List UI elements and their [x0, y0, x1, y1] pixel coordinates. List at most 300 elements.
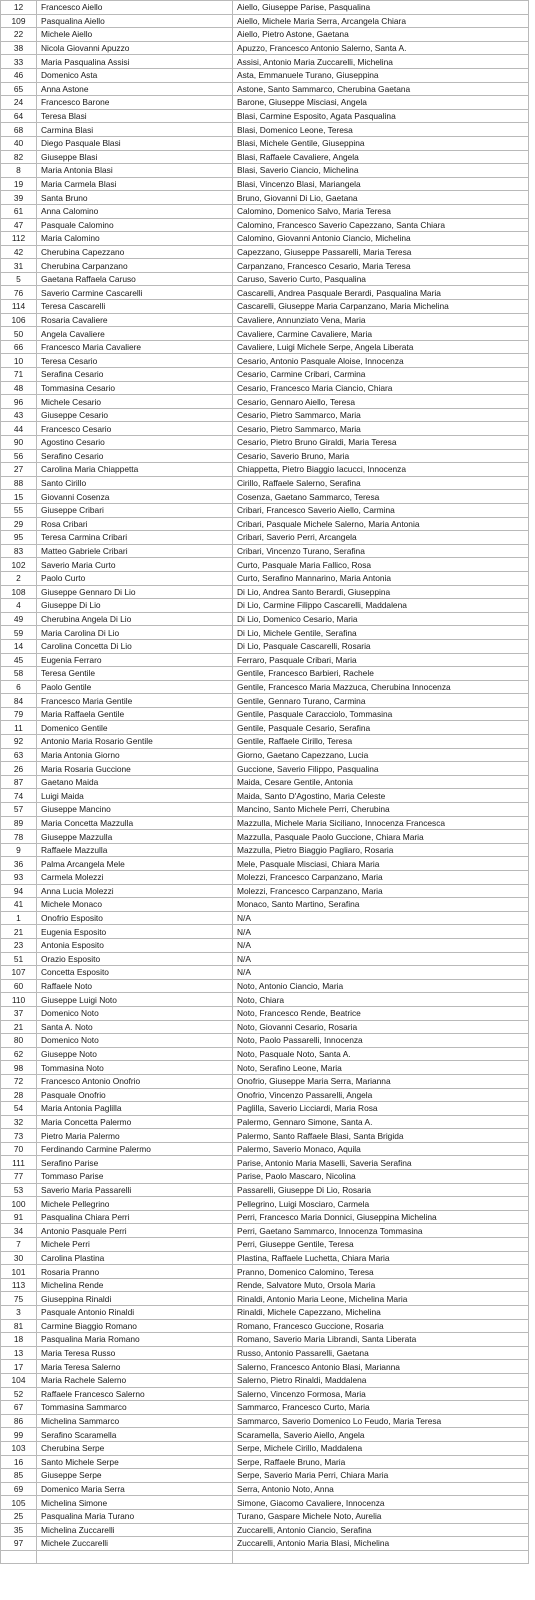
- record-number-cell: 2: [1, 571, 37, 585]
- parents-cell: Blasi, Carmine Esposito, Agata Pasqualina: [233, 109, 529, 123]
- parents-cell: Cavaliere, Carmine Cavaliere, Maria: [233, 327, 529, 341]
- parents-cell: Cirillo, Raffaele Salerno, Serafina: [233, 476, 529, 490]
- person-name-cell: Francesco Maria Cavaliere: [37, 340, 233, 354]
- table-row: [1, 1306, 529, 1320]
- parents-cell: N/A: [233, 966, 529, 980]
- parents-cell: Maida, Santo D'Agostino, Maria Celeste: [233, 789, 529, 803]
- parents-cell: Di Lio, Michele Gentile, Serafina: [233, 626, 529, 640]
- person-name-cell: Domenico Noto: [37, 1006, 233, 1020]
- record-number-cell: 26: [1, 762, 37, 776]
- person-name-cell: Carmina Blasi: [37, 123, 233, 137]
- person-name-cell: Orazio Esposito: [37, 952, 233, 966]
- parents-cell: N/A: [233, 952, 529, 966]
- table-row: [1, 558, 529, 572]
- records-table-body: [1, 1, 529, 1564]
- parents-cell: Noto, Serafino Leone, Maria: [233, 1061, 529, 1075]
- parents-cell: Chiappetta, Pietro Biaggio Iacucci, Innocenza: [233, 463, 529, 477]
- table-row: [1, 762, 529, 776]
- record-number-cell: 93: [1, 871, 37, 885]
- person-name-cell: Rosaria Pranno: [37, 1265, 233, 1279]
- person-name-cell: Maria Antonia Blasi: [37, 164, 233, 178]
- record-number-cell: 47: [1, 218, 37, 232]
- person-name-cell: Pasquale Onofrio: [37, 1088, 233, 1102]
- person-name-cell: Antonio Pasquale Perri: [37, 1224, 233, 1238]
- record-number-cell: 67: [1, 1401, 37, 1415]
- record-number-cell: 33: [1, 55, 37, 69]
- parents-cell: Salerno, Pietro Rinaldi, Maddalena: [233, 1373, 529, 1387]
- table-row: [1, 327, 529, 341]
- person-name-cell: Maria Rosaria Guccione: [37, 762, 233, 776]
- record-number-cell: 13: [1, 1346, 37, 1360]
- record-number-cell: 56: [1, 449, 37, 463]
- person-name-cell: Carmela Molezzi: [37, 871, 233, 885]
- parents-cell: Onofrio, Vincenzo Passarelli, Angela: [233, 1088, 529, 1102]
- person-name-cell: Giuseppe Gennaro Di Lio: [37, 585, 233, 599]
- table-row: [1, 449, 529, 463]
- parents-cell: Di Lio, Andrea Santo Berardi, Giuseppina: [233, 585, 529, 599]
- record-number-cell: 112: [1, 232, 37, 246]
- table-row: [1, 191, 529, 205]
- record-number-cell: 73: [1, 1129, 37, 1143]
- parents-cell: Perri, Giuseppe Gentile, Teresa: [233, 1238, 529, 1252]
- record-number-cell: 65: [1, 82, 37, 96]
- table-row: [1, 1238, 529, 1252]
- table-row: [1, 1020, 529, 1034]
- table-row: [1, 436, 529, 450]
- table-row: [1, 1401, 529, 1415]
- table-row: [1, 830, 529, 844]
- parents-cell: Salerno, Francesco Antonio Blasi, Marianna: [233, 1360, 529, 1374]
- table-row: [1, 843, 529, 857]
- record-number-cell: 4: [1, 599, 37, 613]
- person-name-cell: Teresa Cascarelli: [37, 300, 233, 314]
- parents-cell: Mele, Pasquale Misciasi, Chiara Maria: [233, 857, 529, 871]
- table-row: [1, 1496, 529, 1510]
- table-row: [1, 218, 529, 232]
- parents-cell: Barone, Giuseppe Misciasi, Angela: [233, 96, 529, 110]
- table-row: [1, 653, 529, 667]
- record-number-cell: 94: [1, 884, 37, 898]
- table-row: [1, 1210, 529, 1224]
- person-name-cell: Paolo Curto: [37, 571, 233, 585]
- table-row: [1, 408, 529, 422]
- table-row: [1, 1441, 529, 1455]
- person-name-cell: Pasqualina Maria Turano: [37, 1509, 233, 1523]
- table-row: [1, 748, 529, 762]
- record-number-cell: 22: [1, 28, 37, 42]
- table-row: [1, 1509, 529, 1523]
- parents-cell: Rinaldi, Antonio Maria Leone, Michelina Maria: [233, 1292, 529, 1306]
- parents-cell: Noto, Giovanni Cesario, Rosaria: [233, 1020, 529, 1034]
- parents-cell: Cribari, Vincenzo Turano, Serafina: [233, 544, 529, 558]
- parents-cell: Noto, Francesco Rende, Beatrice: [233, 1006, 529, 1020]
- person-name-cell: Maria Calomino: [37, 232, 233, 246]
- parents-cell: Serpe, Saverio Maria Perri, Chiara Maria: [233, 1469, 529, 1483]
- table-row: [1, 82, 529, 96]
- record-number-cell: 71: [1, 368, 37, 382]
- record-number-cell: 11: [1, 721, 37, 735]
- parents-cell: Cribari, Pasquale Michele Salerno, Maria Antonia: [233, 517, 529, 531]
- person-name-cell: Nicola Giovanni Apuzzo: [37, 41, 233, 55]
- person-name-cell: [37, 1550, 233, 1564]
- table-row: [1, 1523, 529, 1537]
- person-name-cell: Teresa Carmina Cribari: [37, 531, 233, 545]
- parents-cell: Simone, Giacomo Cavaliere, Innocenza: [233, 1496, 529, 1510]
- person-name-cell: Giuseppe Cesario: [37, 408, 233, 422]
- person-name-cell: Francesco Barone: [37, 96, 233, 110]
- parents-cell: Blasi, Raffaele Cavaliere, Angela: [233, 150, 529, 164]
- person-name-cell: Serafina Cesario: [37, 368, 233, 382]
- table-row: [1, 1537, 529, 1551]
- parents-cell: Scaramella, Saverio Aiello, Angela: [233, 1428, 529, 1442]
- parents-cell: N/A: [233, 938, 529, 952]
- table-row: [1, 911, 529, 925]
- record-number-cell: 63: [1, 748, 37, 762]
- person-name-cell: Concetta Esposito: [37, 966, 233, 980]
- person-name-cell: Pietro Maria Palermo: [37, 1129, 233, 1143]
- person-name-cell: Raffaele Mazzulla: [37, 843, 233, 857]
- table-row: [1, 164, 529, 178]
- record-number-cell: 51: [1, 952, 37, 966]
- parents-cell: Palermo, Saverio Monaco, Aquila: [233, 1142, 529, 1156]
- record-number-cell: 27: [1, 463, 37, 477]
- person-name-cell: Tommasina Noto: [37, 1061, 233, 1075]
- parents-cell: Noto, Paolo Passarelli, Innocenza: [233, 1034, 529, 1048]
- record-number-cell: 12: [1, 1, 37, 15]
- record-number-cell: 103: [1, 1441, 37, 1455]
- record-number-cell: 23: [1, 938, 37, 952]
- record-number-cell: 99: [1, 1428, 37, 1442]
- table-row: [1, 1129, 529, 1143]
- person-name-cell: Rosaria Cavaliere: [37, 313, 233, 327]
- parents-cell: Parise, Antonio Maria Maselli, Saveria Serafina: [233, 1156, 529, 1170]
- record-number-cell: 59: [1, 626, 37, 640]
- parents-cell: Blasi, Domenico Leone, Teresa: [233, 123, 529, 137]
- person-name-cell: Tommasina Cesario: [37, 381, 233, 395]
- table-row: [1, 938, 529, 952]
- person-name-cell: Ferdinando Carmine Palermo: [37, 1142, 233, 1156]
- parents-cell: Paglilla, Saverio Licciardi, Maria Rosa: [233, 1102, 529, 1116]
- table-row: [1, 68, 529, 82]
- person-name-cell: Carmine Biaggio Romano: [37, 1319, 233, 1333]
- parents-cell: Rinaldi, Michele Capezzano, Michelina: [233, 1306, 529, 1320]
- parents-cell: Cosenza, Gaetano Sammarco, Teresa: [233, 490, 529, 504]
- table-row: [1, 966, 529, 980]
- person-name-cell: Eugenia Ferraro: [37, 653, 233, 667]
- parents-cell: Mazzulla, Pasquale Paolo Guccione, Chiara Maria: [233, 830, 529, 844]
- person-name-cell: Raffaele Francesco Salerno: [37, 1387, 233, 1401]
- record-number-cell: 57: [1, 803, 37, 817]
- record-number-cell: 84: [1, 694, 37, 708]
- parents-cell: Palermo, Gennaro Simone, Santa A.: [233, 1115, 529, 1129]
- table-row: [1, 340, 529, 354]
- parents-cell: Cribari, Francesco Saverio Aiello, Carmina: [233, 503, 529, 517]
- parents-cell: Sammarco, Saverio Domenico Lo Feudo, Maria Teresa: [233, 1414, 529, 1428]
- parents-cell: Mazzulla, Michele Maria Siciliano, Innocenza Francesca: [233, 816, 529, 830]
- table-row: [1, 1142, 529, 1156]
- table-row: [1, 952, 529, 966]
- person-name-cell: Giuseppina Rinaldi: [37, 1292, 233, 1306]
- parents-cell: Cesario, Antonio Pasquale Aloise, Innocenza: [233, 354, 529, 368]
- table-row: [1, 1333, 529, 1347]
- record-number-cell: 10: [1, 354, 37, 368]
- record-number-cell: 52: [1, 1387, 37, 1401]
- person-name-cell: Cherubina Capezzano: [37, 245, 233, 259]
- parents-cell: Noto, Antonio Ciancio, Maria: [233, 979, 529, 993]
- record-number-cell: 30: [1, 1251, 37, 1265]
- record-number-cell: 1: [1, 911, 37, 925]
- record-number-cell: 60: [1, 979, 37, 993]
- person-name-cell: Cherubina Carpanzano: [37, 259, 233, 273]
- person-name-cell: Teresa Cesario: [37, 354, 233, 368]
- parents-cell: Di Lio, Domenico Cesario, Maria: [233, 612, 529, 626]
- person-name-cell: Palma Arcangela Mele: [37, 857, 233, 871]
- person-name-cell: Michele Pellegrino: [37, 1197, 233, 1211]
- parents-cell: Rende, Salvatore Muto, Orsola Maria: [233, 1278, 529, 1292]
- table-row: [1, 1047, 529, 1061]
- person-name-cell: Maria Teresa Salerno: [37, 1360, 233, 1374]
- person-name-cell: Gaetano Maida: [37, 775, 233, 789]
- person-name-cell: Matteo Gabriele Cribari: [37, 544, 233, 558]
- table-row: [1, 735, 529, 749]
- parents-cell: Russo, Antonio Passarelli, Gaetana: [233, 1346, 529, 1360]
- parents-cell: Cascarelli, Giuseppe Maria Carpanzano, Maria Michelina: [233, 300, 529, 314]
- parents-cell: Perri, Gaetano Sammarco, Innocenza Tommasina: [233, 1224, 529, 1238]
- record-number-cell: 78: [1, 830, 37, 844]
- table-row: [1, 993, 529, 1007]
- parents-cell: Cesario, Saverio Bruno, Maria: [233, 449, 529, 463]
- record-number-cell: 16: [1, 1455, 37, 1469]
- parents-cell: Guccione, Saverio Filippo, Pasqualina: [233, 762, 529, 776]
- table-row: [1, 599, 529, 613]
- record-number-cell: 25: [1, 1509, 37, 1523]
- parents-cell: Noto, Chiara: [233, 993, 529, 1007]
- record-number-cell: 55: [1, 503, 37, 517]
- table-row: [1, 803, 529, 817]
- record-number-cell: 45: [1, 653, 37, 667]
- record-number-cell: 34: [1, 1224, 37, 1238]
- person-name-cell: Francesco Cesario: [37, 422, 233, 436]
- table-row: [1, 136, 529, 150]
- parents-cell: Pellegrino, Luigi Mosciaro, Carmela: [233, 1197, 529, 1211]
- table-row: [1, 531, 529, 545]
- parents-cell: Capezzano, Giuseppe Passarelli, Maria Teresa: [233, 245, 529, 259]
- record-number-cell: 7: [1, 1238, 37, 1252]
- parents-cell: Ferraro, Pasquale Cribari, Maria: [233, 653, 529, 667]
- person-name-cell: Serafino Cesario: [37, 449, 233, 463]
- parents-cell: Bruno, Giovanni Di Lio, Gaetana: [233, 191, 529, 205]
- record-number-cell: 18: [1, 1333, 37, 1347]
- table-row: [1, 707, 529, 721]
- record-number-cell: 95: [1, 531, 37, 545]
- record-number-cell: 96: [1, 395, 37, 409]
- table-row: [1, 1387, 529, 1401]
- person-name-cell: Tommaso Parise: [37, 1170, 233, 1184]
- record-number-cell: 81: [1, 1319, 37, 1333]
- table-row: [1, 680, 529, 694]
- table-row: [1, 816, 529, 830]
- parents-cell: Mancino, Santo Michele Perri, Cherubina: [233, 803, 529, 817]
- parents-cell: Serra, Antonio Noto, Anna: [233, 1482, 529, 1496]
- record-number-cell: 105: [1, 1496, 37, 1510]
- person-name-cell: Giuseppe Di Lio: [37, 599, 233, 613]
- record-number-cell: 62: [1, 1047, 37, 1061]
- table-row: [1, 354, 529, 368]
- table-row: [1, 1251, 529, 1265]
- table-row: [1, 1088, 529, 1102]
- person-name-cell: Michele Zuccarelli: [37, 1537, 233, 1551]
- parents-cell: Astone, Santo Sammarco, Cherubina Gaetana: [233, 82, 529, 96]
- person-name-cell: Domenico Gentile: [37, 721, 233, 735]
- parents-cell: Gentile, Gennaro Turano, Carmina: [233, 694, 529, 708]
- person-name-cell: Maria Teresa Russo: [37, 1346, 233, 1360]
- table-row: [1, 177, 529, 191]
- table-row: [1, 1360, 529, 1374]
- record-number-cell: 9: [1, 843, 37, 857]
- record-number-cell: 36: [1, 857, 37, 871]
- record-number-cell: 38: [1, 41, 37, 55]
- record-number-cell: 35: [1, 1523, 37, 1537]
- table-row: [1, 490, 529, 504]
- person-name-cell: Francesco Aiello: [37, 1, 233, 15]
- person-name-cell: Serafino Scaramella: [37, 1428, 233, 1442]
- parents-cell: Gentile, Francesco Barbieri, Rachele: [233, 667, 529, 681]
- person-name-cell: Carolina Maria Chiappetta: [37, 463, 233, 477]
- table-row: [1, 463, 529, 477]
- person-name-cell: Diego Pasquale Blasi: [37, 136, 233, 150]
- person-name-cell: Maria Concetta Palermo: [37, 1115, 233, 1129]
- table-row: [1, 123, 529, 137]
- record-number-cell: 88: [1, 476, 37, 490]
- record-number-cell: 92: [1, 735, 37, 749]
- table-row: [1, 1, 529, 15]
- record-number-cell: 54: [1, 1102, 37, 1116]
- table-row: [1, 1224, 529, 1238]
- table-row: [1, 517, 529, 531]
- person-name-cell: Maria Antonia Giorno: [37, 748, 233, 762]
- person-name-cell: Michelina Sammarco: [37, 1414, 233, 1428]
- person-name-cell: Giuseppe Blasi: [37, 150, 233, 164]
- table-row: [1, 96, 529, 110]
- person-name-cell: Domenico Noto: [37, 1034, 233, 1048]
- table-row: [1, 667, 529, 681]
- person-name-cell: Angela Cavaliere: [37, 327, 233, 341]
- parents-cell: Cesario, Pietro Sammarco, Maria: [233, 422, 529, 436]
- record-number-cell: 90: [1, 436, 37, 450]
- person-name-cell: Saverio Maria Curto: [37, 558, 233, 572]
- table-row: [1, 1414, 529, 1428]
- record-number-cell: 97: [1, 1537, 37, 1551]
- record-number-cell: 5: [1, 272, 37, 286]
- table-row: [1, 313, 529, 327]
- person-name-cell: Carolina Plastina: [37, 1251, 233, 1265]
- parents-cell: Maida, Cesare Gentile, Antonia: [233, 775, 529, 789]
- parents-cell: Cesario, Gennaro Aiello, Teresa: [233, 395, 529, 409]
- parents-cell: Blasi, Vincenzo Blasi, Mariangela: [233, 177, 529, 191]
- person-name-cell: Gaetana Raffaela Caruso: [37, 272, 233, 286]
- table-row: [1, 245, 529, 259]
- table-row: [1, 571, 529, 585]
- record-number-cell: 21: [1, 925, 37, 939]
- person-name-cell: Giuseppe Luigi Noto: [37, 993, 233, 1007]
- record-number-cell: 37: [1, 1006, 37, 1020]
- table-row: [1, 1455, 529, 1469]
- parents-cell: Molezzi, Francesco Carpanzano, Maria: [233, 871, 529, 885]
- parents-cell: Calomino, Domenico Salvo, Maria Teresa: [233, 204, 529, 218]
- record-number-cell: 48: [1, 381, 37, 395]
- record-number-cell: 44: [1, 422, 37, 436]
- table-row: [1, 422, 529, 436]
- parents-cell: Passarelli, Giuseppe Di Lio, Rosaria: [233, 1183, 529, 1197]
- record-number-cell: 66: [1, 340, 37, 354]
- record-number-cell: 101: [1, 1265, 37, 1279]
- record-number-cell: 110: [1, 993, 37, 1007]
- person-name-cell: Agostino Cesario: [37, 436, 233, 450]
- record-number-cell: 31: [1, 259, 37, 273]
- table-row: [1, 14, 529, 28]
- table-row: [1, 259, 529, 273]
- record-number-cell: 89: [1, 816, 37, 830]
- parents-cell: Turano, Gaspare Michele Noto, Aurelia: [233, 1509, 529, 1523]
- table-row: [1, 1115, 529, 1129]
- parents-cell: Cesario, Francesco Maria Ciancio, Chiara: [233, 381, 529, 395]
- table-row: [1, 1469, 529, 1483]
- table-row: [1, 204, 529, 218]
- record-number-cell: 86: [1, 1414, 37, 1428]
- person-name-cell: Rosa Cribari: [37, 517, 233, 531]
- parents-cell: Parise, Paolo Mascaro, Nicolina: [233, 1170, 529, 1184]
- person-name-cell: Michelina Zuccarelli: [37, 1523, 233, 1537]
- person-name-cell: Giuseppe Noto: [37, 1047, 233, 1061]
- person-name-cell: Tommasina Sammarco: [37, 1401, 233, 1415]
- record-number-cell: 19: [1, 177, 37, 191]
- person-name-cell: Paolo Gentile: [37, 680, 233, 694]
- parents-cell: Salerno, Vincenzo Formosa, Maria: [233, 1387, 529, 1401]
- person-name-cell: Michele Cesario: [37, 395, 233, 409]
- record-number-cell: 6: [1, 680, 37, 694]
- table-row: [1, 1292, 529, 1306]
- person-name-cell: Francesco Maria Gentile: [37, 694, 233, 708]
- record-number-cell: 108: [1, 585, 37, 599]
- record-number-cell: 58: [1, 667, 37, 681]
- parents-cell: Cesario, Pietro Bruno Giraldi, Maria Teresa: [233, 436, 529, 450]
- parents-cell: Blasi, Michele Gentile, Giuseppina: [233, 136, 529, 150]
- person-name-cell: Maria Pasqualina Assisi: [37, 55, 233, 69]
- parents-cell: Cribari, Saverio Perri, Arcangela: [233, 531, 529, 545]
- record-number-cell: 98: [1, 1061, 37, 1075]
- table-row: [1, 789, 529, 803]
- table-row: [1, 1550, 529, 1564]
- parents-cell: Sammarco, Francesco Curto, Maria: [233, 1401, 529, 1415]
- table-row: [1, 857, 529, 871]
- table-row: [1, 1034, 529, 1048]
- table-row: [1, 775, 529, 789]
- record-number-cell: 76: [1, 286, 37, 300]
- person-name-cell: Cherubina Serpe: [37, 1441, 233, 1455]
- record-number-cell: 91: [1, 1210, 37, 1224]
- person-name-cell: Giuseppe Serpe: [37, 1469, 233, 1483]
- parents-cell: Gentile, Raffaele Cirillo, Teresa: [233, 735, 529, 749]
- parents-cell: Molezzi, Francesco Carpanzano, Maria: [233, 884, 529, 898]
- parents-cell: Gentile, Pasquale Cesario, Serafina: [233, 721, 529, 735]
- person-name-cell: Michele Monaco: [37, 898, 233, 912]
- table-row: [1, 585, 529, 599]
- parents-cell: Monaco, Santo Martino, Serafina: [233, 898, 529, 912]
- parents-cell: Di Lio, Carmine Filippo Cascarelli, Maddalena: [233, 599, 529, 613]
- person-name-cell: Onofrio Esposito: [37, 911, 233, 925]
- parents-cell: Serpe, Michele Cirillo, Maddalena: [233, 1441, 529, 1455]
- person-name-cell: Domenico Maria Serra: [37, 1482, 233, 1496]
